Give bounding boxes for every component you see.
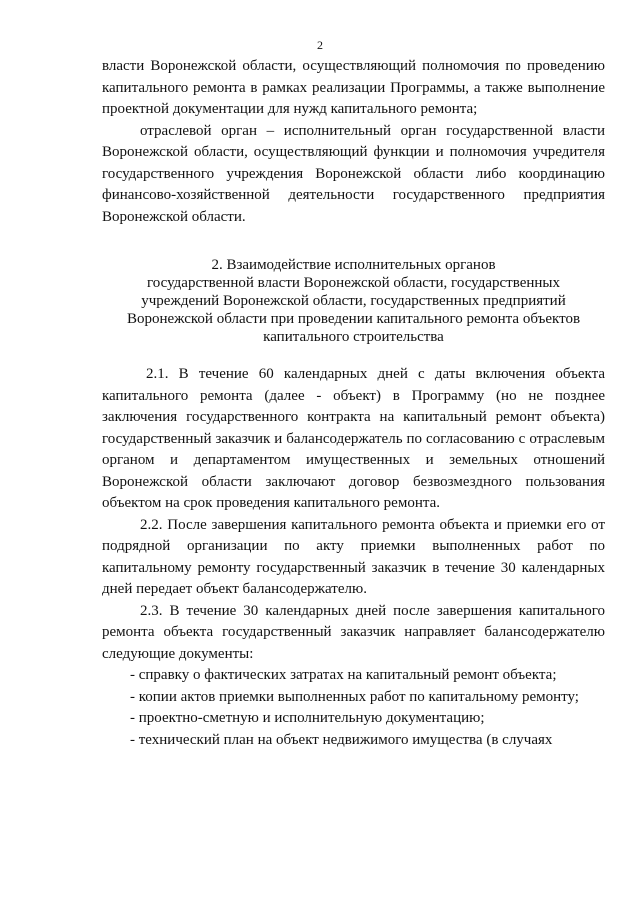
heading-line: государственной власти Воронежской области, государственных [146, 275, 560, 291]
list-item: - проектно-сметную и исполнительную документацию; [130, 710, 485, 726]
heading-line: капитального строительства [263, 329, 444, 345]
paragraph-2-1: 2.1. В течение 60 календарных дней с даты включения объекта капитального ремонта (далее - объект) в Программу (но не позднее заключения государственного контракта на капитальный ремонт объекта) государственный заказчик и балансодержатель по согласованию с отраслевым органом и департаментом имущественных и земельных отношений Воронежской области заключают договор безвозмездного пользования объектом на срок проведения капитального ремонта. [102, 366, 605, 511]
heading-line: учреждений Воронежской области, государственных предприятий [141, 293, 566, 309]
page-number: 2 [317, 38, 323, 52]
paragraph-intro-2: отраслевой орган – исполнительный орган государственной власти Воронежской области, осуществляющий функции и полномочия учредителя государственного учреждения Воронежской области либо координацию финансово-хозяйственной деятельности государственного предприятия Воронежской области. [102, 122, 605, 225]
list-item: - копии актов приемки выполненных работ по капитальному ремонту; [130, 688, 579, 705]
paragraph-2-3: 2.3. В течение 30 календарных дней после завершения капитального ремонта объекта государственный заказчик направляет балансодержателю следующие документы: [102, 602, 605, 662]
list-item: - технический план на объект недвижимого имущества (в случаях [130, 731, 553, 748]
list-item: - справку о фактических затратах на капитальный ремонт объекта; [130, 667, 557, 683]
documents-list [102, 665, 605, 751]
document-body [102, 56, 605, 751]
heading-line: 2. Взаимодействие исполнительных органов [211, 257, 496, 273]
paragraph-2-2: 2.2. После завершения капитального ремонта объекта и приемки его от подрядной организации по акту приемки выполненных работ по капитальному ремонту государственный заказчик в течение 30 календарных дней передает объект балансодержателю. [102, 516, 605, 597]
section-2-heading [102, 256, 605, 346]
paragraph-intro-1: власти Воронежской области, осуществляющий полномочия по проведению капитального ремонта в рамках реализации Программы, а также выполнение проектной документации для нужд капитального ремонта; [102, 58, 605, 117]
heading-line: Воронежской области при проведении капитального ремонта объектов [126, 311, 581, 327]
